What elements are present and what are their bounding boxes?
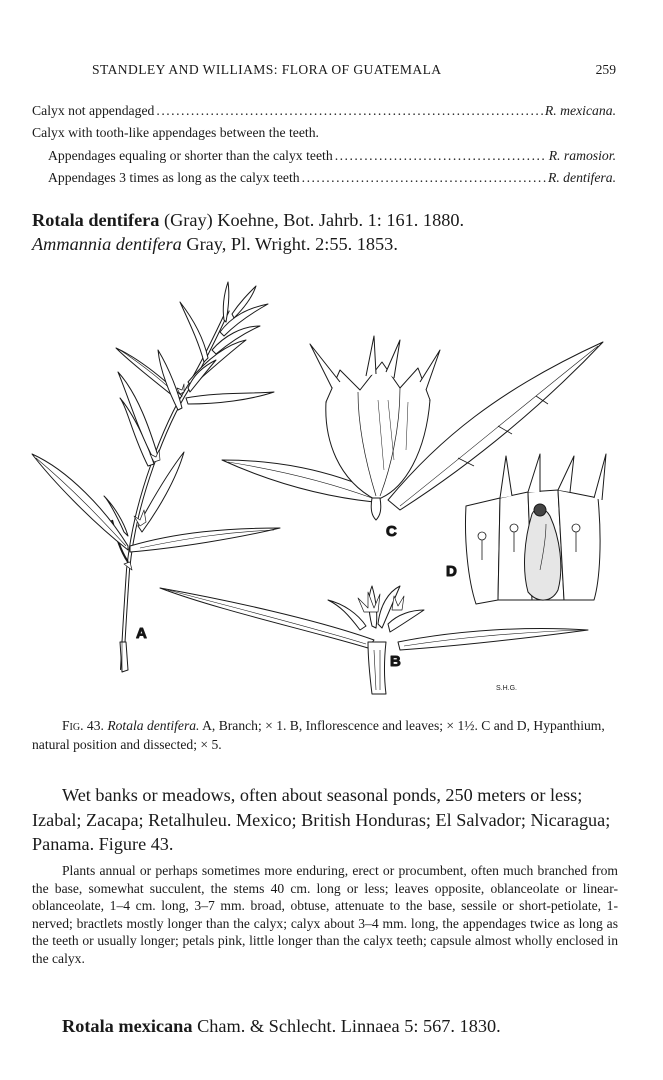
key-row-text: Appendages equaling or shorter than the calyx teeth — [48, 147, 333, 163]
next-species-authority: Cham. & Schlecht. Linnaea 5: 567. 1830. — [192, 1016, 501, 1036]
key-row-text: Calyx with tooth-like appendages between the teeth. — [32, 125, 319, 141]
key-row-result: R. dentifera. — [547, 169, 616, 185]
figure-label-a: A — [136, 625, 147, 642]
key-row — [32, 148, 616, 170]
figure-caption — [32, 716, 616, 754]
figure-label-b: B — [390, 653, 401, 670]
synonym-line — [32, 232, 622, 256]
next-species-heading — [62, 1014, 622, 1038]
hypanthium-d-drawing — [465, 454, 606, 604]
key-row — [32, 125, 616, 147]
caption-figure-number: Fig. 43. — [62, 718, 104, 733]
running-header — [92, 62, 616, 78]
page-number: 259 — [595, 62, 616, 77]
dot-leader — [335, 148, 547, 164]
identification-key — [32, 103, 616, 192]
species-heading — [32, 208, 622, 256]
description-paragraph: Plants annual or perhaps sometimes more enduring, erect or procumbent, often much branched from the base, somewhat succulent, the stems 40 cm. long or less; leaves opposite, oblanceolate or linear-oblanceolate, 1–4 cm. long, 3–7 mm. broad, obtuse, attenuate to the base, sessile or short-petiolate, 1-nerved; bractlets mostly longer than the calyx; calyx about 3–4 mm. long, the appendages twice as long as the teeth or usually longer; petals pink, little longer than the calyx teeth; capsule almost wholly enclosed in the calyx. — [32, 863, 618, 966]
botanical-illustration — [28, 270, 638, 702]
species-name: Rotala dentifera — [32, 210, 160, 230]
key-row — [32, 170, 616, 192]
figure-label-c: C — [386, 523, 397, 540]
species-name-line — [32, 208, 622, 232]
synonym-name: Ammannia dentifera — [32, 234, 182, 254]
artist-initials: S.H.G. — [496, 685, 518, 692]
inflorescence-b-drawing — [160, 586, 588, 694]
caption-text: A, Branch; × 1. B, Inflorescence and leaves; × 1½. C and D, Hypanthium, natural position and dissected; × 5. — [32, 718, 605, 752]
key-row-result: R. ramosior. — [548, 147, 616, 163]
key-row-text: Calyx not appendaged — [32, 103, 155, 118]
species-authority: (Gray) Koehne, Bot. Jahrb. 1: 161. 1880. — [159, 210, 465, 230]
habitat-paragraph: Wet banks or meadows, often about seasonal ponds, 250 meters or less; Izabal; Zacapa; Retalhuleu. Mexico; British Honduras; El Salvador; Nicaragua; Panama. Figure 43. — [32, 785, 611, 854]
key-row-result: R. mexicana. — [544, 103, 616, 118]
running-title: STANDLEY AND WILLIAMS: FLORA OF GUATEMALA — [92, 62, 442, 77]
dot-leader — [302, 170, 546, 186]
synonym-citation: Gray, Pl. Wright. 2:55. 1853. — [181, 234, 398, 254]
figure-label-d: D — [446, 563, 457, 580]
key-row-text: Appendages 3 times as long as the calyx teeth — [48, 169, 300, 185]
caption-species: Rotala dentifera. — [107, 718, 200, 733]
key-row — [32, 103, 616, 125]
dot-leader — [156, 103, 543, 119]
next-species-name: Rotala mexicana — [62, 1016, 193, 1036]
